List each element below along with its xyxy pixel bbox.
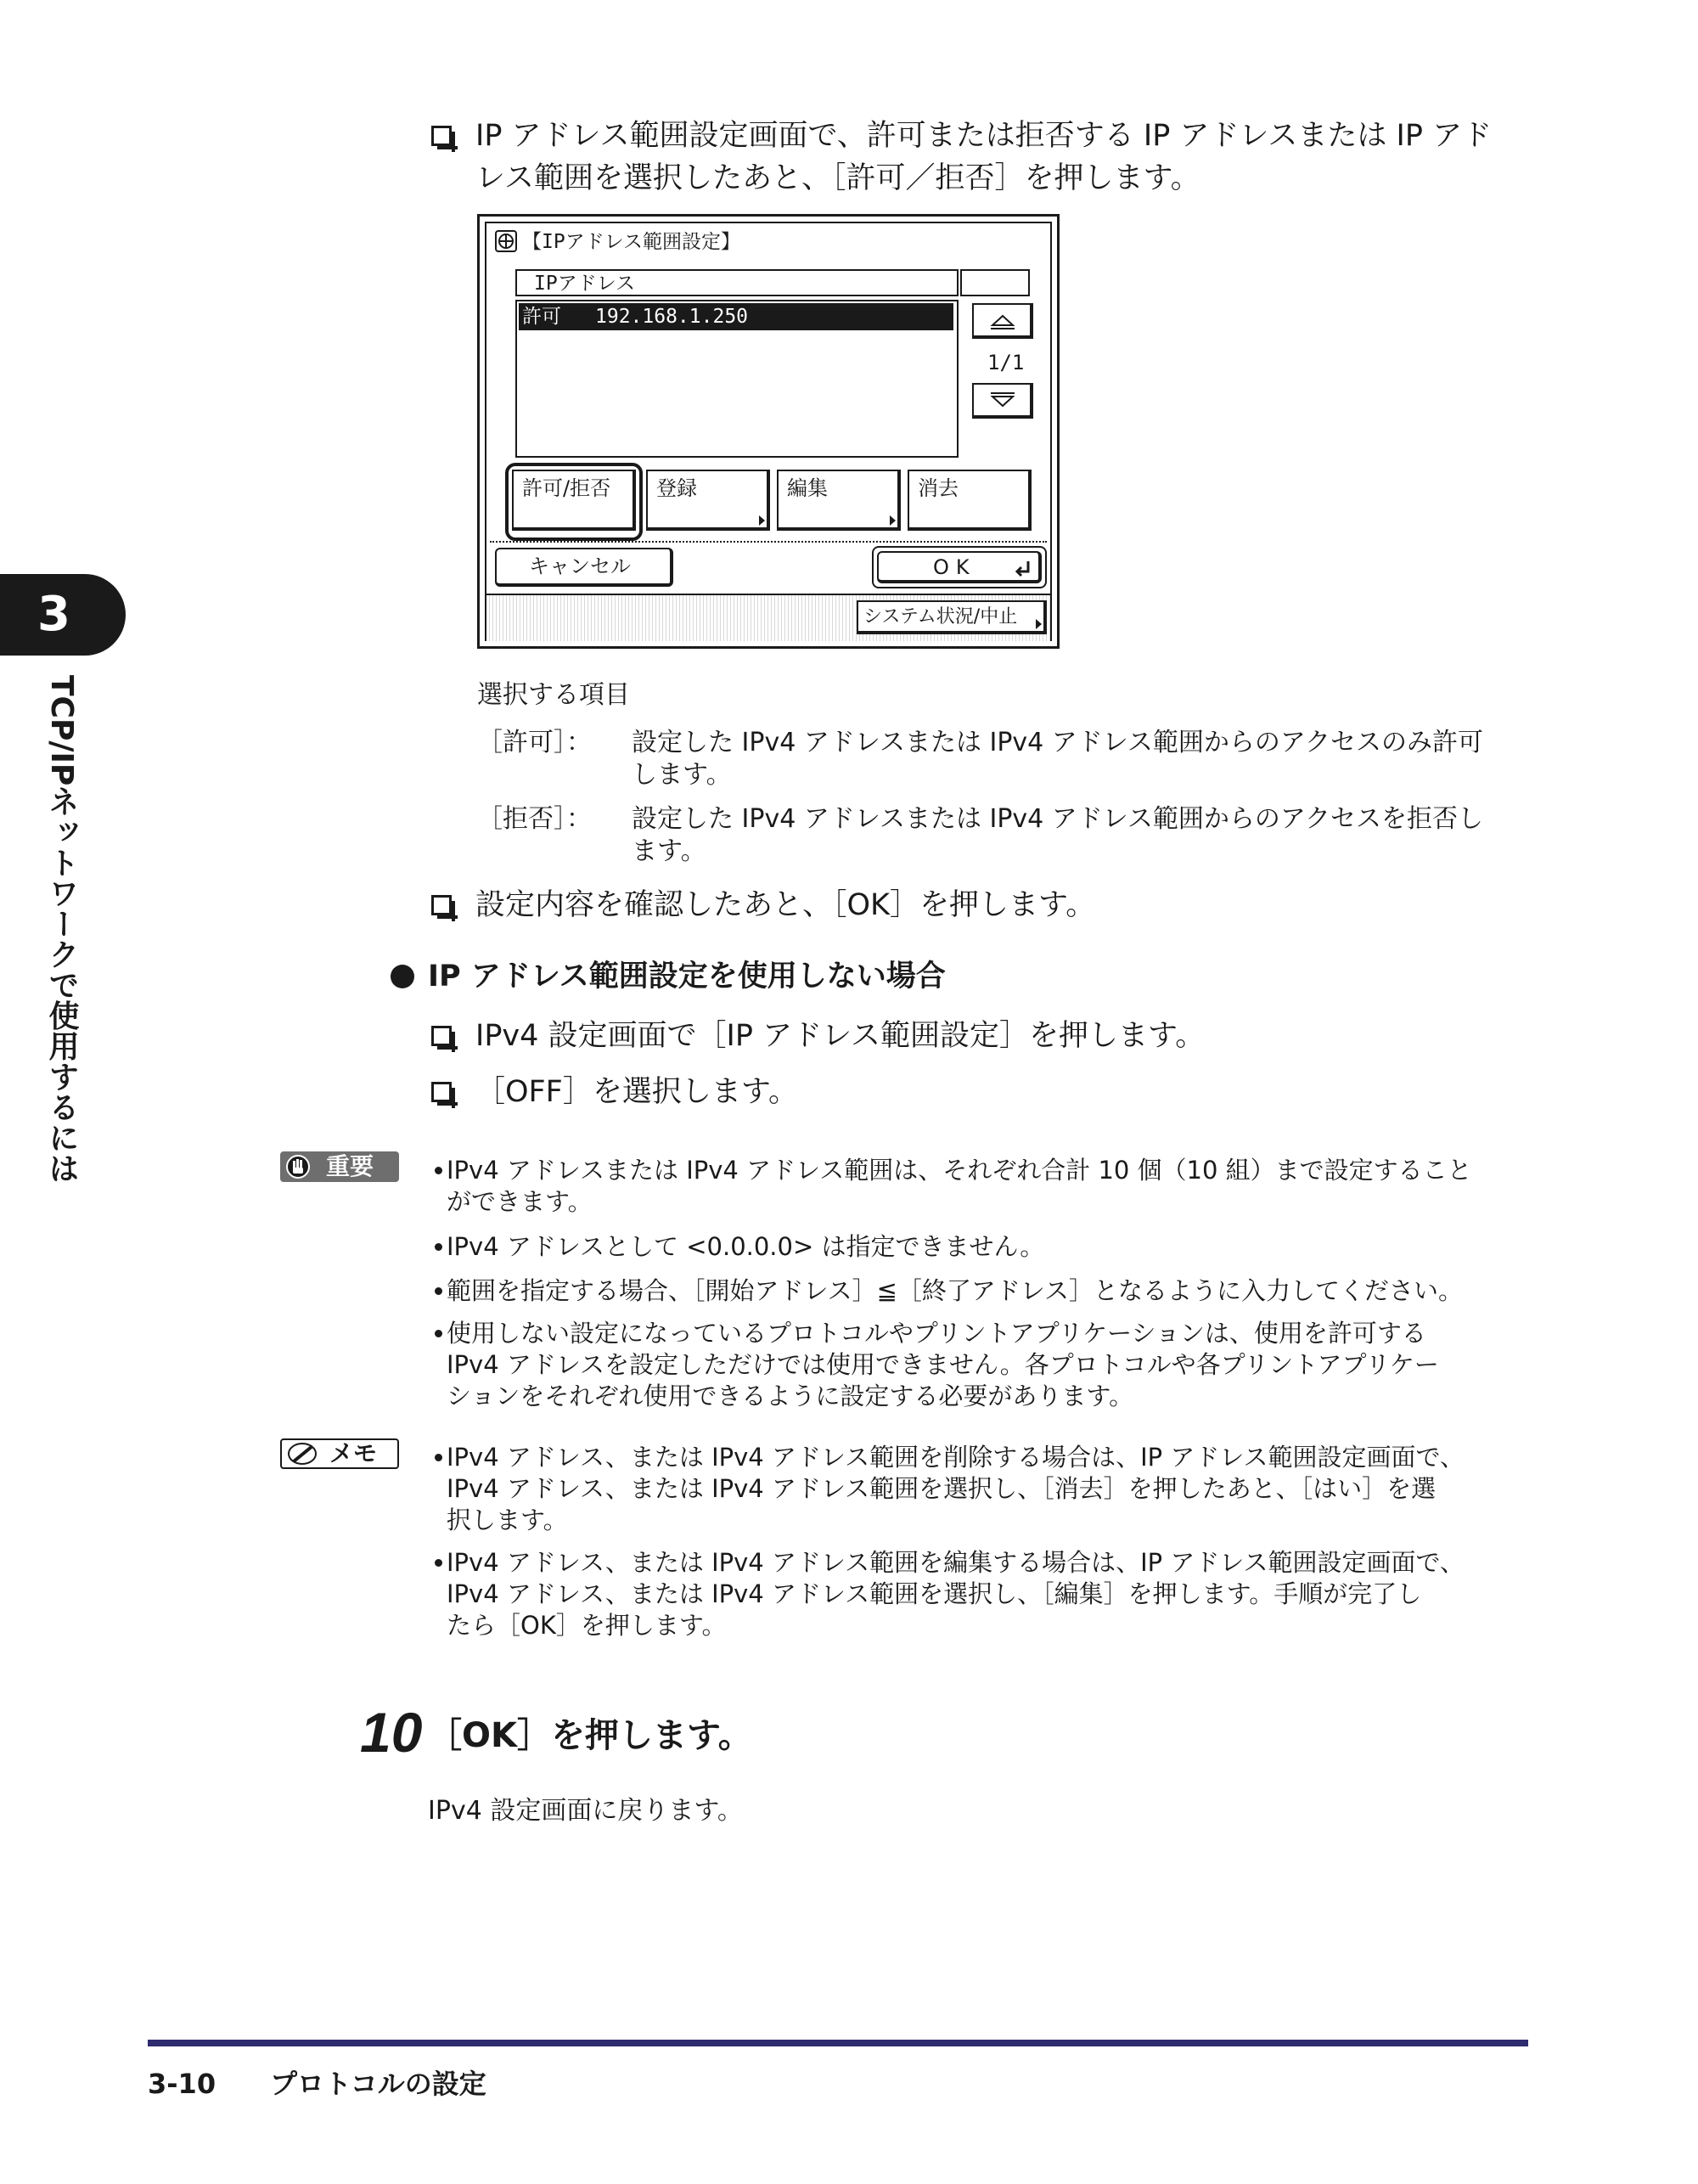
memo-2-line-2: IPv4 アドレス、または IPv4 アドレス範囲を選択し、［編集］を押します。手順が完了し (447, 1579, 1422, 1608)
deny-term: ［拒否］： (477, 804, 592, 834)
hand-icon (285, 1154, 311, 1179)
allow-term: ［許可］： (477, 728, 592, 757)
screen-title: 【IPアドレス範囲設定】 (522, 231, 741, 253)
important-3-line-1: 範囲を指定する場合、［開始アドレス］≦［終了アドレス］となるように入力してください。 (447, 1276, 1464, 1305)
system-status-button[interactable]: システム状況/中止 (857, 600, 1047, 634)
memo-1-line-2: IPv4 アドレス、または IPv4 アドレス範囲を選択し、［消去］を押したあと、［はい］を選 (447, 1474, 1437, 1503)
edit-button[interactable]: 編集 (777, 470, 901, 531)
column-header: IPアドレス (515, 269, 959, 296)
ok-button[interactable]: OK (877, 551, 1042, 583)
step3-text: IPv4 設定画面で［IP アドレス範囲設定］を押します。 (475, 1019, 1206, 1053)
pencil-icon (287, 1441, 321, 1466)
step10-result: IPv4 設定画面に戻ります。 (428, 1796, 743, 1826)
scroll-down-button[interactable] (972, 383, 1033, 419)
memo-1-line-3: 択します。 (447, 1506, 568, 1534)
allow-desc-2: します。 (632, 760, 732, 790)
enter-icon (1015, 560, 1032, 577)
deny-desc-1: 設定した IPv4 アドレスまたは IPv4 アドレス範囲からのアクセスを拒否し (632, 804, 1484, 834)
column-header-blank (960, 269, 1030, 296)
section-bullet (391, 965, 414, 988)
step4-text: ［OFF］を選択します。 (475, 1075, 799, 1109)
step10-text: ［OK］を押します。 (428, 1716, 752, 1755)
row-address: 192.168.1.250 (595, 306, 749, 328)
memo-2-line-1: IPv4 アドレス、または IPv4 アドレス範囲を編集する場合は、IP アドレス範囲設定画面で、 (447, 1548, 1465, 1577)
chapter-side-title: TCP/IPネットワークで使用するには (44, 675, 79, 1184)
page-indicator: 1/1 (987, 351, 1025, 374)
important-1-line-1: IPv4 アドレスまたは IPv4 アドレス範囲は、それぞれ合計 10 個（10 組）まで設定すること (447, 1156, 1472, 1185)
footer-rule (148, 2040, 1528, 2046)
step1-line2: レス範囲を選択したあと、［許可／拒否］を押します。 (475, 161, 1200, 195)
ip-range-screen (477, 214, 1060, 649)
memo-1-line-1: IPv4 アドレス、または IPv4 アドレス範囲を削除する場合は、IP アドレス範囲設定画面で、 (447, 1443, 1465, 1472)
divider (490, 541, 1047, 543)
important-4-line-2: IPv4 アドレスを設定しただけでは使用できません。各プロトコルや各プリントアプリケー (447, 1350, 1439, 1379)
memo-badge: メモ (280, 1438, 399, 1469)
footer-title: プロトコルの設定 (270, 2068, 486, 2100)
step-checkbox (431, 1082, 452, 1102)
page-number: 3-10 (148, 2068, 216, 2100)
step2-text: 設定内容を確認したあと、［OK］を押します。 (475, 888, 1096, 922)
scroll-up-button[interactable] (972, 303, 1033, 339)
step-checkbox (431, 895, 452, 915)
section-heading: IP アドレス範囲設定を使用しない場合 (428, 960, 946, 993)
address-list[interactable] (515, 300, 959, 458)
important-badge: 重要 (280, 1151, 399, 1182)
step-number: 10 (360, 1701, 423, 1764)
row-status: 許可 (522, 306, 561, 328)
important-2-line-1: IPv4 アドレスとして <0.0.0.0> は指定できません。 (447, 1232, 1045, 1261)
step-checkbox (431, 1026, 452, 1046)
step-checkbox (431, 126, 452, 146)
register-button[interactable]: 登録 (646, 470, 770, 531)
memo-2-line-3: たら［OK］を押します。 (447, 1611, 727, 1640)
deny-desc-2: ます。 (632, 836, 706, 866)
cancel-button[interactable]: キャンセル (495, 548, 673, 587)
important-4-line-1: 使用しない設定になっているプロトコルやプリントアプリケーションは、使用を許可する (447, 1319, 1426, 1348)
step1-line1: IP アドレス範囲設定画面で、許可または拒否する IP アドレスまたは IP アド (475, 119, 1493, 153)
chapter-number: 3 (37, 587, 70, 642)
network-icon (495, 230, 517, 252)
delete-button[interactable]: 消去 (908, 470, 1032, 531)
allow-deny-button[interactable]: 許可/拒否 (512, 470, 636, 531)
allow-desc-1: 設定した IPv4 アドレスまたは IPv4 アドレス範囲からのアクセスのみ許可 (632, 728, 1484, 757)
list-item[interactable] (519, 303, 953, 330)
important-1-line-2: ができます。 (447, 1187, 593, 1216)
selection-heading: 選択する項目 (477, 680, 630, 710)
important-4-line-3: ションをそれぞれ使用できるように設定する必要があります。 (447, 1382, 1134, 1410)
